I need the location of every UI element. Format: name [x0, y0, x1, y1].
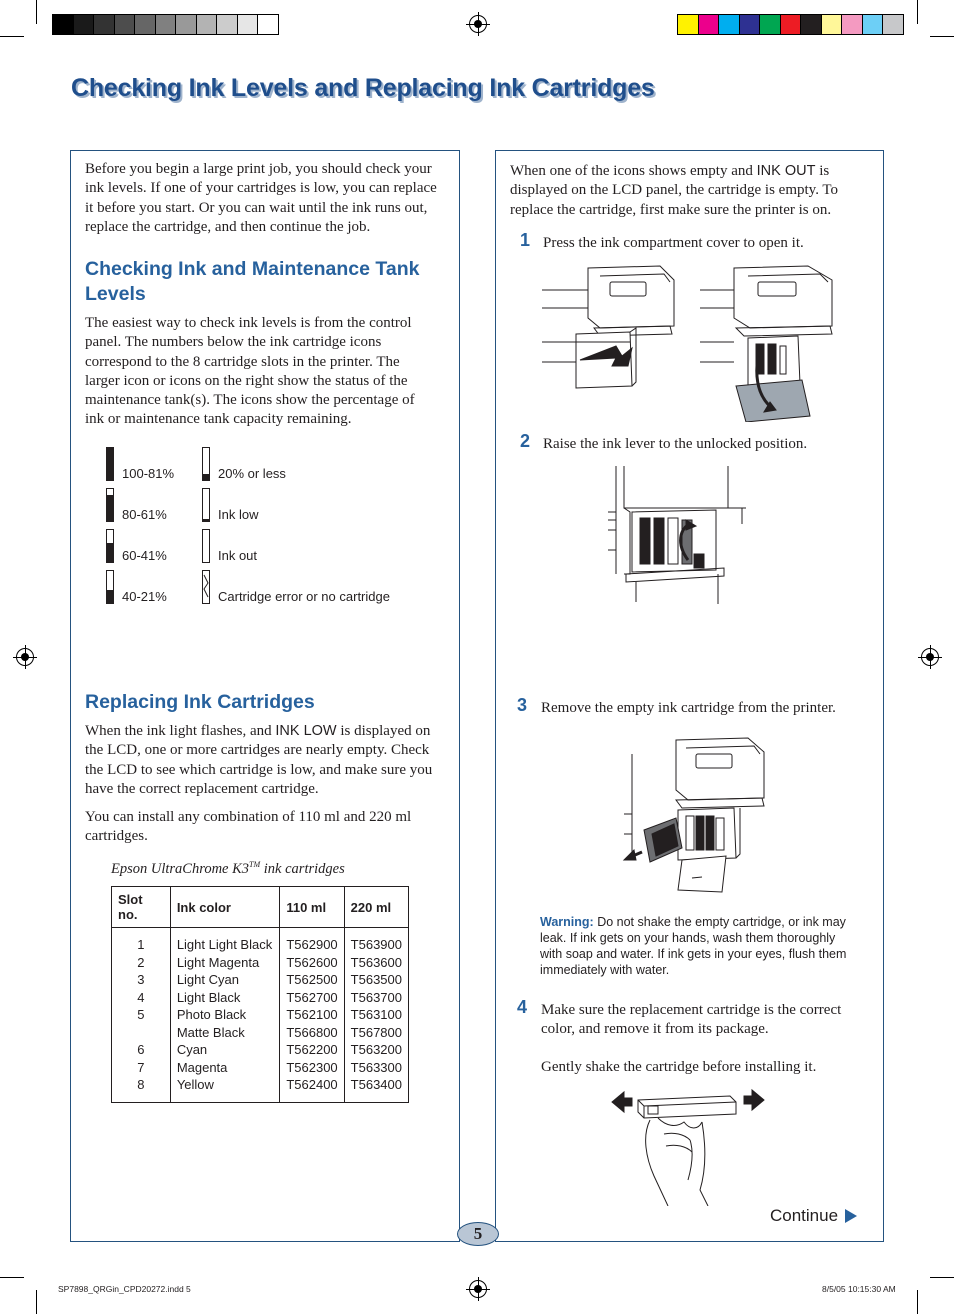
table-cell: T562700: [286, 989, 338, 1005]
ink-level-label: Cartridge error or no cartridge: [218, 589, 390, 604]
header-110ml: 110 ml: [280, 887, 344, 928]
page-title: Checking Ink Levels and Replacing Ink Cartridges: [71, 74, 655, 102]
crop-mark: [0, 1277, 24, 1278]
table-header-row: [112, 887, 409, 928]
section-heading-replacing: Replacing Ink Cartridges: [85, 691, 315, 713]
table-cell: T562300: [286, 1059, 338, 1075]
step-number: 1: [520, 230, 531, 250]
ink-cartridge-icon: [202, 570, 210, 604]
header-220ml: 220 ml: [344, 887, 408, 928]
step-number: 2: [520, 431, 531, 451]
table-cell: 3: [137, 972, 145, 987]
table-cell: T563600: [350, 954, 402, 970]
illustration-open-cover: [540, 262, 840, 422]
header-color: Ink color: [170, 887, 280, 928]
crop-mark: [36, 1290, 37, 1314]
page-number: 5: [457, 1222, 499, 1246]
table-cell: Light Cyan: [176, 972, 239, 987]
table-cell: Cyan: [176, 1042, 208, 1057]
ink-cartridge-icon: [202, 529, 210, 563]
table-cell: T563700: [350, 989, 402, 1005]
play-arrow-icon: [845, 1209, 857, 1223]
ink-cartridge-icon: [106, 570, 114, 604]
step-number: 3: [517, 695, 528, 715]
table-cell: 4: [137, 989, 145, 1005]
combination-paragraph: You can install any combination of 110 ml and 220 ml cartridges.: [85, 809, 412, 845]
ink-level-label: 40-21%: [122, 589, 167, 604]
table-cell: T563400: [350, 1077, 402, 1092]
table-cell: T563100: [350, 1007, 402, 1022]
step-text: Raise the ink lever to the unlocked position.: [543, 436, 808, 452]
ink-level-label: 80-61%: [122, 507, 167, 522]
illustration-ink-lever: [606, 464, 756, 606]
table-cell: 8: [137, 1077, 145, 1092]
ink-levels-paragraph: The easiest way to check ink levels is from the control panel. The numbers below the ink cartridge icons correspond to the 8 cartridge slots in the printer. The larger icon or icons on the right show the status of the maintenance tank(s). The icons show the percentage of ink or maintenance tank capacity remaining.: [85, 315, 415, 428]
ink-level-label: 60-41%: [122, 548, 167, 563]
process-color-bar: [677, 14, 904, 35]
ink-level-label: Ink low: [218, 507, 259, 522]
step-text: Remove the empty ink cartridge from the printer.: [541, 700, 836, 716]
slug-filename: SP7898_QRGin_CPD20272.indd 5: [58, 1284, 191, 1294]
registration-mark-icon: [16, 648, 34, 666]
replacing-paragraph: When the ink light flashes, and INK LOW is displayed on the LCD, one or more cartridges are nearly empty. Check the LCD to see which cartridge is low, and make sure you have the correct replacement cartridge.: [85, 723, 433, 797]
crop-mark: [36, 0, 37, 24]
ink-cartridge-icon: [106, 447, 114, 481]
table-cell: Light Light Black: [176, 937, 273, 952]
section-heading-ink-levels: Checking Ink and Maintenance Tank Levels: [85, 258, 420, 305]
table-cell: T563900: [350, 937, 402, 952]
table-cell: T563200: [350, 1042, 402, 1057]
step-text: Press the ink compartment cover to open it.: [543, 235, 804, 251]
table-cell: T567800: [350, 1024, 402, 1040]
table-cell: T562600: [286, 954, 338, 970]
table-cell: T563500: [350, 972, 402, 987]
ink-level-label: 100-81%: [122, 466, 175, 481]
table-cell: T562100: [286, 1007, 338, 1022]
illustration-remove-cartridge: [622, 734, 768, 894]
warning-note: Warning: Do not shake the empty cartridge, or ink may leak. If ink gets on your hands, wash them thoroughly with soap and water. If ink gets in your eyes, flush them immediately with water.: [540, 915, 847, 977]
table-cell: T562200: [286, 1042, 338, 1057]
table-cell: Magenta: [176, 1059, 228, 1075]
table-cell: 7: [137, 1059, 145, 1075]
crop-mark: [917, 1290, 918, 1314]
table-cell: T562400: [286, 1077, 338, 1092]
ink-cartridge-icon: [202, 447, 210, 481]
crop-mark: [917, 0, 918, 24]
table-cell: T563300: [350, 1059, 402, 1075]
slot-column: [112, 928, 171, 1103]
crop-mark: [0, 36, 24, 37]
table-cell: Matte Black: [176, 1024, 245, 1040]
color-column: [170, 928, 280, 1103]
crop-mark: [930, 1277, 954, 1278]
table-cell: T562500: [286, 972, 338, 987]
grayscale-color-bar: [52, 14, 279, 35]
110ml-column: [280, 928, 344, 1103]
table-cell: Light Black: [176, 989, 241, 1005]
ink-cartridge-icon: [106, 529, 114, 563]
step-text: Make sure the replacement cartridge is the correct color, and remove it from its package.: [541, 1002, 842, 1037]
shake-instruction: Gently shake the cartridge before installing it.: [541, 1059, 817, 1075]
table-cell: 1: [137, 937, 145, 952]
table-cell: Light Magenta: [176, 954, 260, 970]
ink-level-label: 20% or less: [218, 466, 286, 481]
table-cell: 2: [137, 954, 145, 970]
crop-mark: [930, 36, 954, 37]
registration-mark-icon: [921, 648, 939, 666]
table-cell: 6: [137, 1042, 145, 1057]
right-intro-paragraph: When one of the icons shows empty and INK OUT is displayed on the LCD panel, the cartridge is empty. To replace the cartridge, first make sure the printer is on.: [510, 163, 839, 218]
ink-cartridge-icon: [106, 488, 114, 522]
step-number: 4: [517, 997, 528, 1017]
registration-mark-icon: [469, 1280, 487, 1298]
continue-link[interactable]: Continue: [770, 1206, 857, 1226]
table-cell: Yellow: [176, 1077, 214, 1092]
intro-paragraph: Before you begin a large print job, you should check your ink levels. If one of your cartridges is low, you can replace it before you start. Or you can wait until the ink runs out, replace the cartridge, and then continue the job.: [85, 161, 437, 235]
table-cell: T562900: [286, 937, 338, 952]
registration-mark-icon: [469, 15, 487, 33]
illustration-shake-cartridge: [610, 1086, 766, 1206]
ink-level-label: Ink out: [218, 548, 258, 563]
slug-timestamp: 8/5/05 10:15:30 AM: [822, 1284, 896, 1294]
ink-cartridge-table: [111, 886, 409, 1103]
header-slot: Slot no.: [112, 887, 171, 928]
table-caption: Epson UltraChrome K3™ ink cartridges: [111, 860, 345, 877]
220ml-column: [344, 928, 408, 1103]
table-cell: Photo Black: [176, 1007, 247, 1022]
table-row: [112, 928, 409, 1103]
ink-cartridge-icon: [202, 488, 210, 522]
table-cell: 5: [137, 1007, 145, 1022]
table-cell: [118, 1024, 164, 1042]
table-cell: T566800: [286, 1024, 338, 1040]
